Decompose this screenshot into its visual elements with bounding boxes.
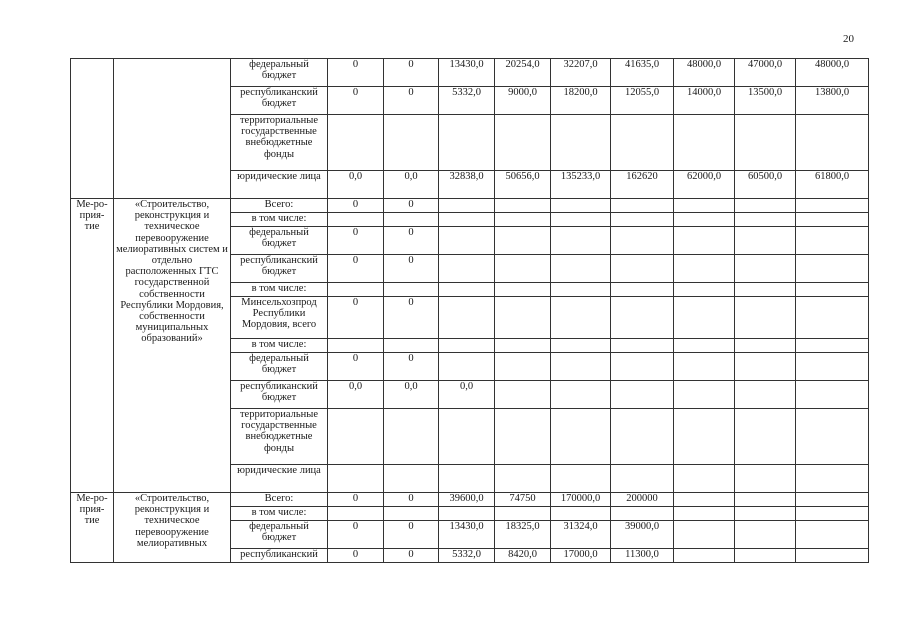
value-cell (674, 521, 735, 549)
value-cell (439, 297, 495, 339)
value-cell (796, 381, 869, 409)
value-cell (551, 255, 611, 283)
value-cell (735, 339, 796, 353)
value-cell (495, 199, 551, 213)
value-cell (384, 213, 439, 227)
table-row (71, 59, 869, 87)
value-cell: 170000,0 (551, 493, 611, 507)
value-cell (611, 339, 674, 353)
funding-source-cell: федеральный бюджет (231, 521, 328, 549)
value-cell: 0 (328, 59, 384, 87)
value-cell: 9000,0 (495, 87, 551, 115)
value-cell (796, 227, 869, 255)
value-cell: 32838,0 (439, 171, 495, 199)
funding-source-cell: Минсельхозпрод Республики Мордовия, всего (231, 297, 328, 339)
value-cell (439, 213, 495, 227)
value-cell: 0 (384, 493, 439, 507)
value-cell (328, 213, 384, 227)
value-cell (551, 199, 611, 213)
value-cell (796, 283, 869, 297)
value-cell: 5332,0 (439, 549, 495, 563)
value-cell (439, 115, 495, 171)
page-number: 20 (843, 33, 854, 45)
value-cell: 13430,0 (439, 521, 495, 549)
value-cell (611, 465, 674, 493)
funding-source-cell: федеральный бюджет (231, 227, 328, 255)
funding-source-cell: Всего: (231, 493, 328, 507)
value-cell: 14000,0 (674, 87, 735, 115)
value-cell: 41635,0 (611, 59, 674, 87)
value-cell (384, 283, 439, 297)
value-cell (551, 381, 611, 409)
value-cell (611, 255, 674, 283)
value-cell (735, 213, 796, 227)
value-cell (551, 297, 611, 339)
value-cell (674, 115, 735, 171)
value-cell (495, 115, 551, 171)
value-cell (328, 507, 384, 521)
value-cell (328, 339, 384, 353)
value-cell (674, 507, 735, 521)
value-cell (674, 213, 735, 227)
value-cell: 0 (328, 297, 384, 339)
value-cell (551, 353, 611, 381)
value-cell (674, 549, 735, 563)
value-cell: 13800,0 (796, 87, 869, 115)
value-cell (796, 213, 869, 227)
value-cell (495, 465, 551, 493)
value-cell (611, 297, 674, 339)
value-cell: 0 (328, 87, 384, 115)
value-cell (439, 227, 495, 255)
value-cell (735, 283, 796, 297)
value-cell (796, 549, 869, 563)
value-cell (796, 297, 869, 339)
value-cell (735, 507, 796, 521)
value-cell (611, 283, 674, 297)
value-cell: 50656,0 (495, 171, 551, 199)
funding-source-cell: республиканский бюджет (231, 255, 328, 283)
description-cell: «Строительство, реконструкция и техническое перевооружение мелиоративных систем и отдельно расположенных ГТС государственной собственности Республики Мордовия, собственности муниципальных образований» (114, 199, 231, 493)
value-cell: 0 (328, 549, 384, 563)
value-cell: 20254,0 (495, 59, 551, 87)
value-cell: 48000,0 (674, 59, 735, 87)
budget-table (70, 58, 869, 563)
event-cell: Ме-ро-прия-тие (71, 493, 114, 563)
funding-source-cell: в том числе: (231, 213, 328, 227)
value-cell: 12055,0 (611, 87, 674, 115)
value-cell: 13430,0 (439, 59, 495, 87)
funding-source-cell: юридические лица (231, 171, 328, 199)
value-cell (796, 255, 869, 283)
value-cell (796, 353, 869, 381)
value-cell (384, 115, 439, 171)
value-cell (439, 409, 495, 465)
value-cell (328, 465, 384, 493)
value-cell (551, 409, 611, 465)
value-cell (551, 115, 611, 171)
value-cell (384, 465, 439, 493)
funding-source-cell: республиканский (231, 549, 328, 563)
value-cell (611, 353, 674, 381)
value-cell (674, 283, 735, 297)
value-cell (439, 199, 495, 213)
value-cell: 0 (384, 255, 439, 283)
value-cell (674, 227, 735, 255)
table-row (71, 493, 869, 507)
event-cell: Ме-ро-прия-тие (71, 199, 114, 493)
funding-source-cell: федеральный бюджет (231, 59, 328, 87)
value-cell (328, 283, 384, 297)
funding-source-cell: территориальные государственные внебюджетные фонды (231, 409, 328, 465)
value-cell (611, 381, 674, 409)
value-cell (796, 199, 869, 213)
value-cell (495, 213, 551, 227)
value-cell (796, 493, 869, 507)
funding-source-cell: юридические лица (231, 465, 328, 493)
value-cell: 61800,0 (796, 171, 869, 199)
value-cell (674, 493, 735, 507)
value-cell: 0 (328, 493, 384, 507)
value-cell: 5332,0 (439, 87, 495, 115)
value-cell: 18200,0 (551, 87, 611, 115)
value-cell (735, 465, 796, 493)
value-cell (735, 297, 796, 339)
funding-source-cell: республиканский бюджет (231, 381, 328, 409)
value-cell: 0 (384, 353, 439, 381)
value-cell (495, 381, 551, 409)
value-cell (611, 199, 674, 213)
value-cell: 0,0 (328, 171, 384, 199)
value-cell: 11300,0 (611, 549, 674, 563)
value-cell (674, 339, 735, 353)
value-cell: 0 (384, 297, 439, 339)
value-cell (611, 227, 674, 255)
value-cell: 0,0 (384, 171, 439, 199)
value-cell (735, 381, 796, 409)
value-cell (551, 507, 611, 521)
value-cell (674, 465, 735, 493)
description-cell: «Строительство, реконструкция и техническое перевооружение мелиоративных (114, 493, 231, 563)
value-cell (674, 353, 735, 381)
value-cell (796, 115, 869, 171)
value-cell (611, 213, 674, 227)
value-cell (439, 283, 495, 297)
value-cell: 0,0 (384, 381, 439, 409)
value-cell (796, 465, 869, 493)
value-cell: 0 (328, 353, 384, 381)
value-cell (495, 283, 551, 297)
value-cell: 31324,0 (551, 521, 611, 549)
value-cell (384, 409, 439, 465)
value-cell (611, 115, 674, 171)
funding-source-cell: республиканский бюджет (231, 87, 328, 115)
value-cell: 62000,0 (674, 171, 735, 199)
value-cell (735, 115, 796, 171)
value-cell (796, 507, 869, 521)
value-cell (735, 199, 796, 213)
description-cell (114, 59, 231, 199)
value-cell (495, 409, 551, 465)
value-cell: 0,0 (439, 381, 495, 409)
value-cell (796, 409, 869, 465)
value-cell (495, 255, 551, 283)
value-cell: 39000,0 (611, 521, 674, 549)
table-row (71, 199, 869, 213)
value-cell: 0 (328, 521, 384, 549)
funding-source-cell: в том числе: (231, 507, 328, 521)
value-cell (439, 339, 495, 353)
value-cell: 13500,0 (735, 87, 796, 115)
funding-source-cell: в том числе: (231, 283, 328, 297)
value-cell: 74750 (495, 493, 551, 507)
value-cell: 48000,0 (796, 59, 869, 87)
funding-source-cell: территориальные государственные внебюджетные фонды (231, 115, 328, 171)
value-cell (495, 227, 551, 255)
value-cell (495, 353, 551, 381)
value-cell: 0 (384, 521, 439, 549)
value-cell: 135233,0 (551, 171, 611, 199)
value-cell (674, 381, 735, 409)
value-cell (495, 297, 551, 339)
value-cell (735, 353, 796, 381)
value-cell (611, 409, 674, 465)
value-cell (551, 339, 611, 353)
event-cell (71, 59, 114, 199)
value-cell (674, 409, 735, 465)
value-cell (495, 339, 551, 353)
value-cell (735, 521, 796, 549)
funding-source-cell: в том числе: (231, 339, 328, 353)
value-cell: 0 (384, 227, 439, 255)
value-cell: 18325,0 (495, 521, 551, 549)
value-cell (439, 507, 495, 521)
funding-source-cell: федеральный бюджет (231, 353, 328, 381)
value-cell (551, 465, 611, 493)
funding-source-cell: Всего: (231, 199, 328, 213)
value-cell (735, 493, 796, 507)
value-cell (735, 255, 796, 283)
value-cell: 162620 (611, 171, 674, 199)
value-cell (439, 255, 495, 283)
value-cell (674, 199, 735, 213)
value-cell (674, 255, 735, 283)
value-cell: 0 (328, 227, 384, 255)
value-cell: 0 (384, 549, 439, 563)
value-cell: 32207,0 (551, 59, 611, 87)
value-cell: 47000,0 (735, 59, 796, 87)
value-cell: 0 (328, 199, 384, 213)
value-cell (439, 465, 495, 493)
value-cell: 17000,0 (551, 549, 611, 563)
value-cell: 39600,0 (439, 493, 495, 507)
value-cell: 60500,0 (735, 171, 796, 199)
value-cell: 8420,0 (495, 549, 551, 563)
value-cell (674, 297, 735, 339)
value-cell (796, 521, 869, 549)
value-cell (551, 283, 611, 297)
value-cell: 0 (384, 87, 439, 115)
value-cell (384, 339, 439, 353)
value-cell (611, 507, 674, 521)
value-cell (384, 507, 439, 521)
value-cell (735, 227, 796, 255)
value-cell (735, 549, 796, 563)
value-cell (551, 213, 611, 227)
value-cell (796, 339, 869, 353)
value-cell: 0,0 (328, 381, 384, 409)
value-cell: 0 (328, 255, 384, 283)
value-cell (328, 409, 384, 465)
value-cell (735, 409, 796, 465)
value-cell (551, 227, 611, 255)
value-cell: 0 (384, 199, 439, 213)
value-cell (328, 115, 384, 171)
value-cell: 0 (384, 59, 439, 87)
value-cell: 200000 (611, 493, 674, 507)
value-cell (495, 507, 551, 521)
value-cell (439, 353, 495, 381)
